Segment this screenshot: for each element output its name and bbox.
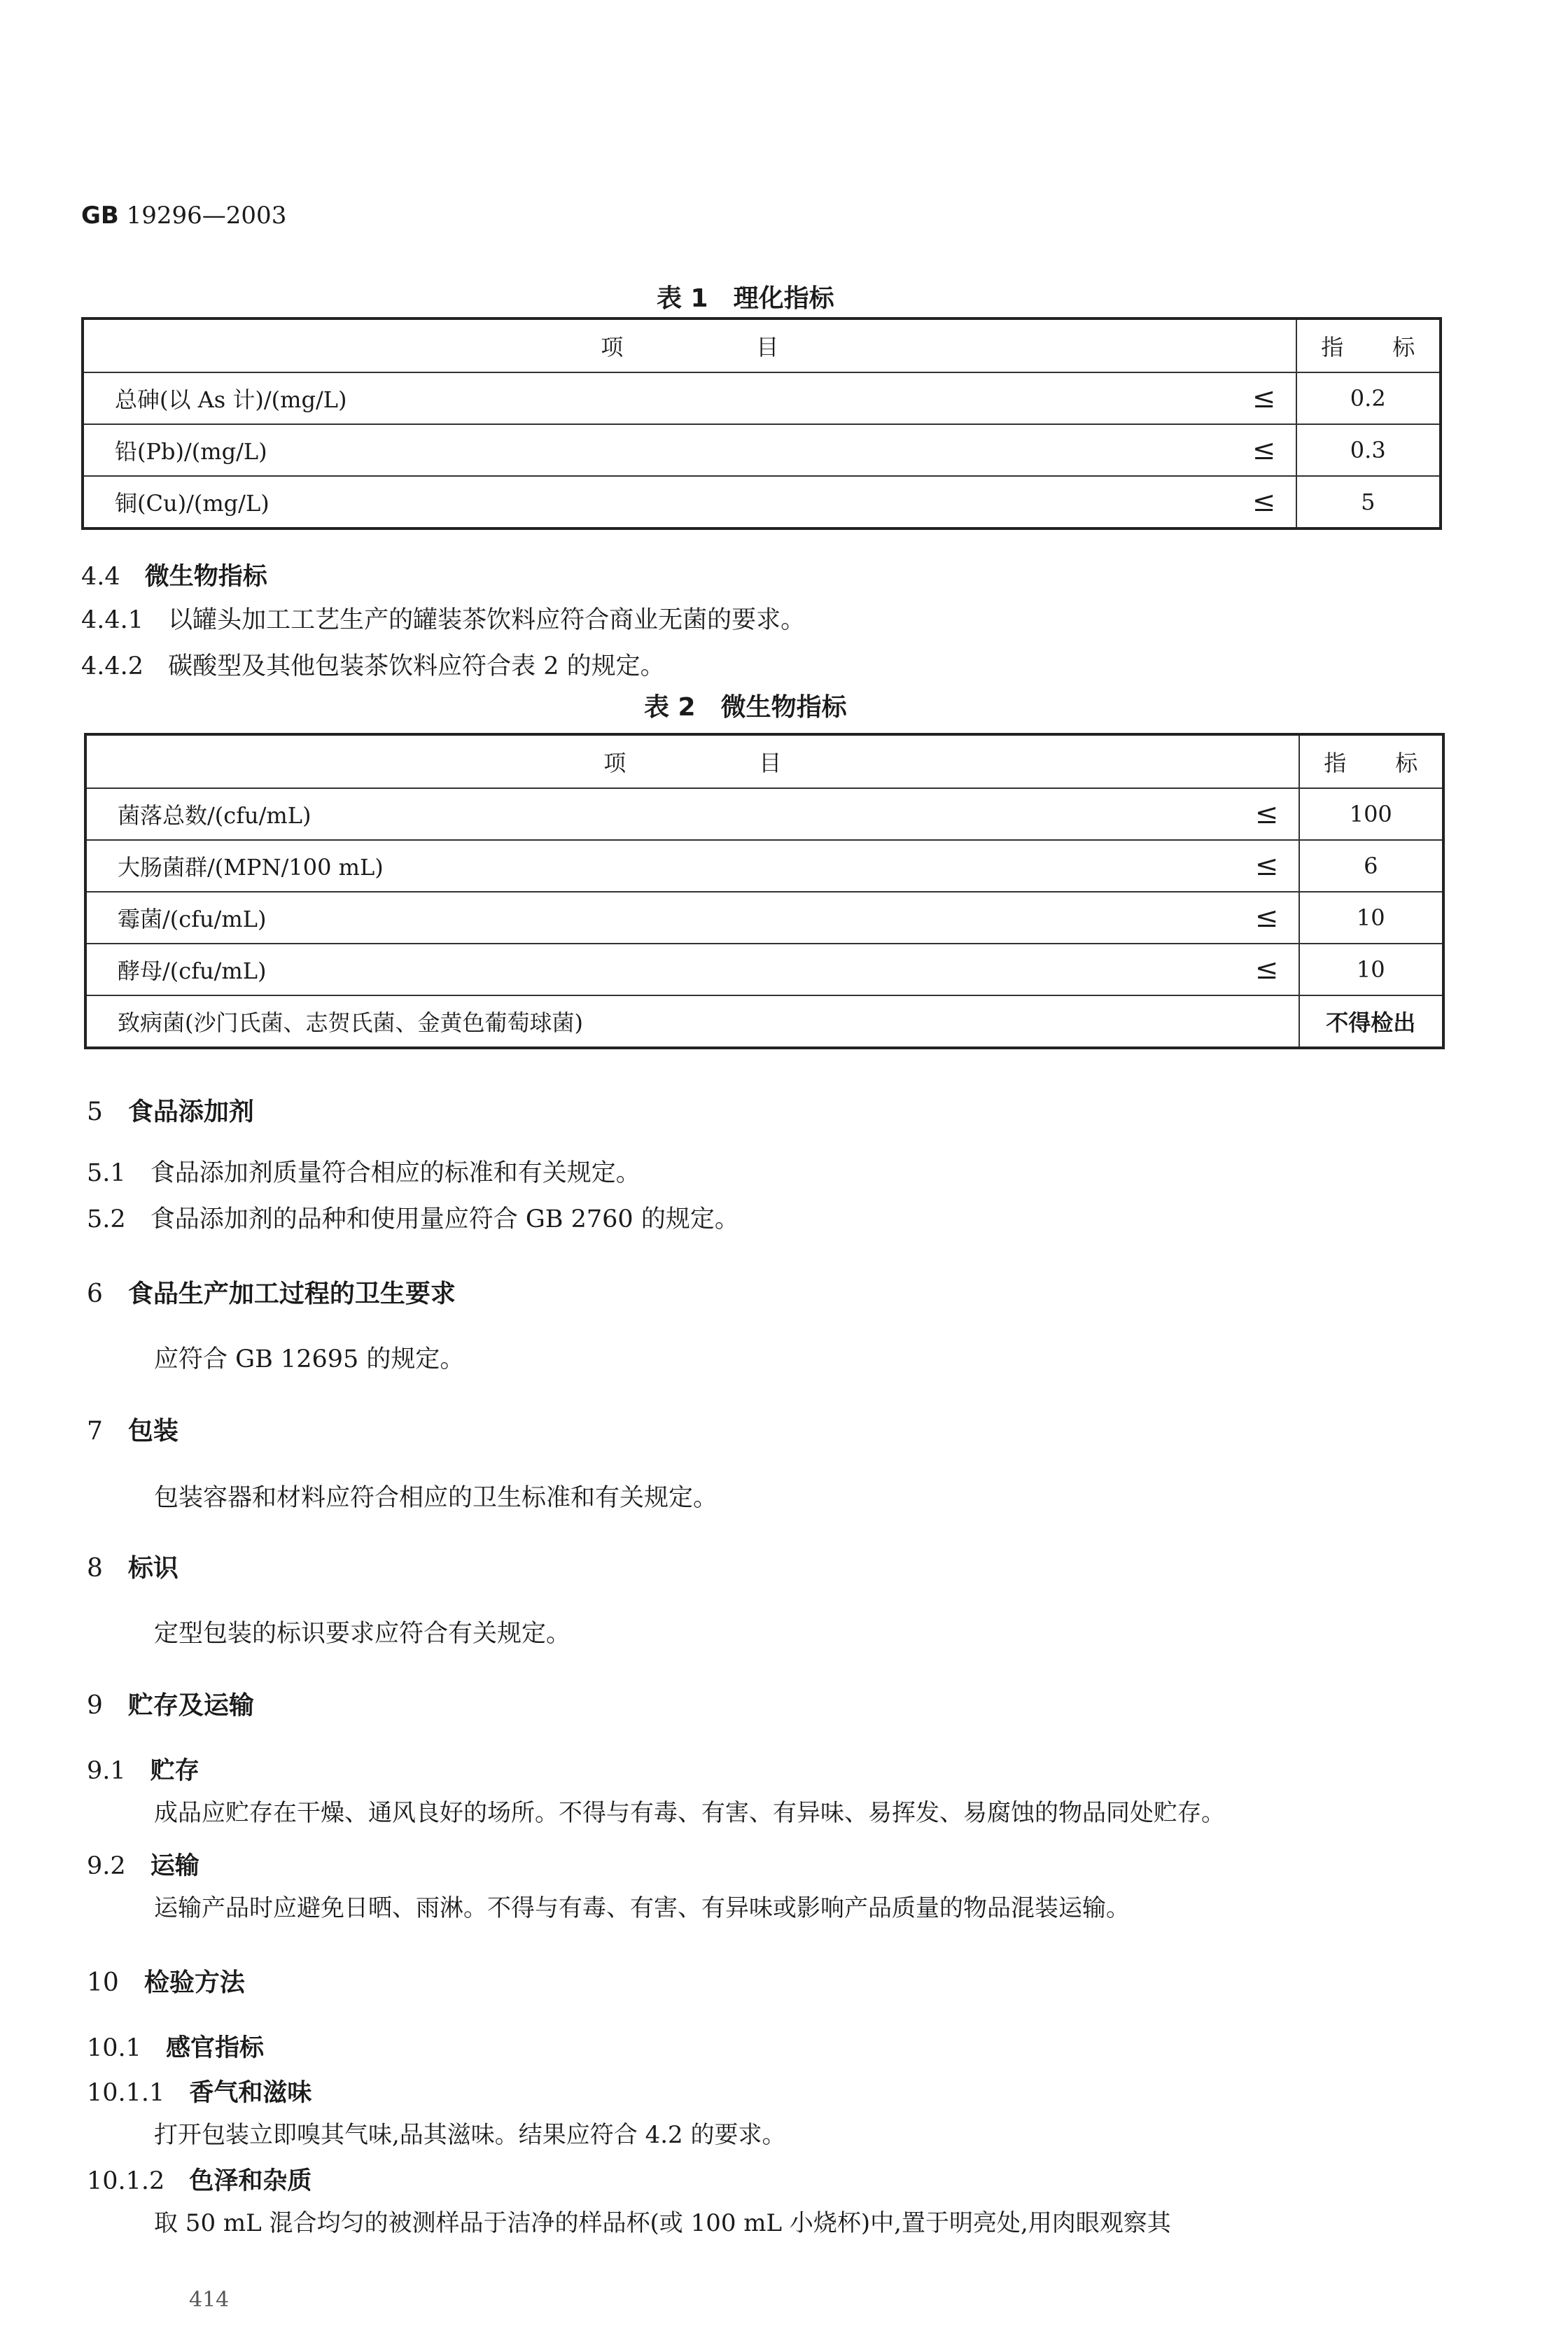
table-row — [85, 944, 1443, 995]
table2-cell-item: 菌落总数/(cfu/mL) — [85, 788, 1236, 840]
page-number: 414 — [189, 2288, 230, 2312]
section-5-2: 5.2 食品添加剂的品种和使用量应符合 GB 2760 的规定。 — [87, 1205, 739, 1233]
section-4-4-title: 微生物指标 — [144, 563, 267, 591]
table2-header-item: 项 目 — [85, 734, 1299, 788]
section-10-1-2: 10.1.2 色泽和杂质 — [87, 2167, 312, 2195]
section-8: 8 标识 — [87, 1554, 178, 1583]
section-4-4-1: 4.4.1 以罐头加工工艺生产的罐装茶饮料应符合商业无菌的要求。 — [81, 606, 806, 634]
section-9-title: 贮存及运输 — [127, 1691, 254, 1720]
section-8-text: 定型包装的标识要求应符合有关规定。 — [154, 1620, 571, 1648]
table1-cell-value: 0.3 — [1296, 424, 1441, 476]
table1-cell-value: 0.2 — [1296, 372, 1441, 424]
table-row — [85, 840, 1443, 892]
table2-header-value: 指 标 — [1299, 734, 1444, 788]
table-row — [85, 892, 1443, 944]
table1-cell-le: ≤ — [1233, 424, 1296, 476]
table2-cell-value: 不得检出 — [1299, 995, 1444, 1048]
table1-cell-value: 5 — [1296, 476, 1441, 528]
section-4-4-2: 4.4.2 碳酸型及其他包装茶饮料应符合表 2 的规定。 — [81, 652, 665, 680]
section-10-1-2-text: 取 50 mL 混合均匀的被测样品于洁净的样品杯(或 100 mL 小烧杯)中,置于明亮处,用肉眼观察其 — [154, 2209, 1171, 2237]
table2-caption: 表 2 微生物指标 — [644, 693, 847, 722]
section-7: 7 包装 — [87, 1417, 178, 1446]
section-4-4: 4.4 微生物指标 — [81, 563, 267, 591]
table1-cell-item: 总砷(以 As 计)/(mg/L) — [83, 372, 1233, 424]
table1-caption: 表 1 理化指标 — [657, 284, 834, 313]
section-8-title: 标识 — [127, 1554, 178, 1583]
table2-cell-item: 致病菌(沙门氏菌、志贺氏菌、金黄色葡萄球菌) — [85, 995, 1299, 1048]
section-6: 6 食品生产加工过程的卫生要求 — [87, 1280, 456, 1308]
table2-cell-value: 10 — [1299, 944, 1444, 995]
table-row — [83, 476, 1441, 528]
table1-header-row — [83, 318, 1441, 372]
table2-cell-item: 霉菌/(cfu/mL) — [85, 892, 1236, 944]
table-row — [83, 424, 1441, 476]
section-9-1: 9.1 贮存 — [87, 1757, 200, 1785]
section-6-title: 食品生产加工过程的卫生要求 — [127, 1280, 456, 1308]
table1-cell-le: ≤ — [1233, 372, 1296, 424]
section-10-1-1-title: 香气和滋味 — [189, 2079, 312, 2107]
table2-cell-le: ≤ — [1236, 840, 1299, 892]
section-9-2: 9.2 运输 — [87, 1852, 200, 1880]
table2-cell-value: 6 — [1299, 840, 1444, 892]
table2-header-row — [85, 734, 1443, 788]
section-9: 9 贮存及运输 — [87, 1691, 254, 1720]
document-code-number: 19296—2003 — [118, 202, 287, 230]
table2 — [84, 733, 1445, 1049]
table1-cell-le: ≤ — [1233, 476, 1296, 528]
table1-header-value: 指 标 — [1296, 318, 1441, 372]
section-10: 10 检验方法 — [87, 1968, 245, 1997]
section-10-1-title: 感官指标 — [165, 2034, 264, 2062]
section-10-1-1-text: 打开包装立即嗅其气味,品其滋味。结果应符合 4.2 的要求。 — [154, 2121, 786, 2149]
table2-cell-item: 大肠菌群/(MPN/100 mL) — [85, 840, 1236, 892]
table2-cell-le: ≤ — [1236, 788, 1299, 840]
document-code-prefix: GB — [81, 202, 119, 230]
section-10-title: 检验方法 — [144, 1968, 245, 1997]
section-5-title: 食品添加剂 — [127, 1098, 254, 1126]
section-9-1-title: 贮存 — [150, 1757, 200, 1785]
table1-cell-item: 铅(Pb)/(mg/L) — [83, 424, 1233, 476]
section-5: 5 食品添加剂 — [87, 1098, 254, 1126]
section-7-text: 包装容器和材料应符合相应的卫生标准和有关规定。 — [154, 1484, 718, 1512]
section-9-1-text: 成品应贮存在干燥、通风良好的场所。不得与有毒、有害、有异味、易挥发、易腐蚀的物品同处贮存。 — [154, 1799, 1225, 1827]
table1-header-item: 项 目 — [83, 318, 1296, 372]
table-row — [85, 788, 1443, 840]
section-9-2-text: 运输产品时应避免日晒、雨淋。不得与有毒、有害、有异味或影响产品质量的物品混装运输。 — [154, 1894, 1130, 1922]
section-10-1-2-title: 色泽和杂质 — [189, 2167, 312, 2195]
table2-cell-value: 10 — [1299, 892, 1444, 944]
document-code — [81, 202, 286, 230]
table2-cell-le: ≤ — [1236, 944, 1299, 995]
section-9-2-title: 运输 — [150, 1852, 200, 1880]
table1 — [81, 317, 1442, 530]
table-row — [85, 995, 1443, 1048]
section-7-title: 包装 — [127, 1417, 178, 1446]
section-10-1: 10.1 感官指标 — [87, 2034, 264, 2062]
section-5-1: 5.1 食品添加剂质量符合相应的标准和有关规定。 — [87, 1159, 640, 1187]
table-row — [83, 372, 1441, 424]
table1-cell-item: 铜(Cu)/(mg/L) — [83, 476, 1233, 528]
table2-cell-le: ≤ — [1236, 892, 1299, 944]
table2-cell-item: 酵母/(cfu/mL) — [85, 944, 1236, 995]
section-6-text: 应符合 GB 12695 的规定。 — [154, 1345, 465, 1373]
section-10-1-1: 10.1.1 香气和滋味 — [87, 2079, 312, 2107]
table2-cell-value: 100 — [1299, 788, 1444, 840]
